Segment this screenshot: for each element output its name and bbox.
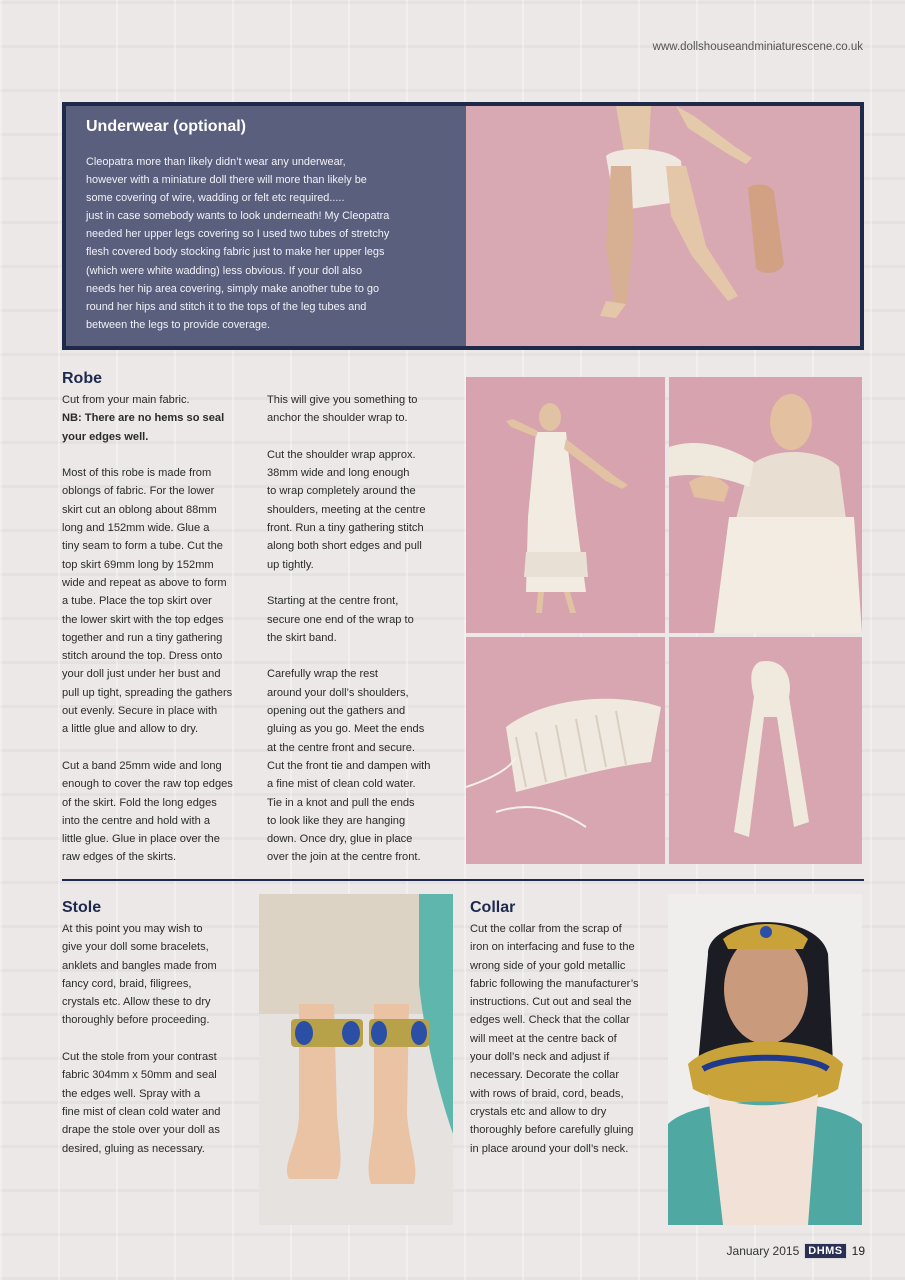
magazine-logo: DHMS bbox=[804, 1243, 846, 1259]
collar-title: Collar bbox=[470, 899, 516, 916]
robe-column-1: Cut from your main fabric. NB: There are no hems so seal your edges well. Most of this robe is made from oblongs of fabric. For the lower skirt cut an oblong about 88mm long and 152mm wide. Glue a tiny seam to form a tube. Cut the top skirt 69mm long by 152mm wide and repeat as above to form a tube. Place the top skirt over the lower skirt with the top edges together and run a tiny gathering stitch around the top. Dress onto your doll just under her bust and pull up tight, spreading the gathers out evenly. Secure in place with a little glue and allow to dry. Cut a band 25mm wide and long enough to cover the raw top edges of the skirt. Fold the long edges into the centre and hold with a little glue. Glue in place over the raw edges of the skirts. bbox=[62, 394, 233, 864]
robe-photo-front-tie bbox=[669, 637, 862, 864]
collar-column: Cut the collar from the scrap of iron on interfacing and fuse to the wrong side of your gold metallic fabric following the manufacturer’s instructions. Cut out and seal the edges well. Check that the collar will meet at the centre back of your doll’s neck and adjust if necessary. Decorate the collar with rows of braid, cord, beads, crystals etc and allow to dry thoroughly before carefully gluing in place around your doll’s neck. bbox=[470, 923, 639, 1155]
section-divider bbox=[62, 879, 864, 881]
issue-date: January 2015 bbox=[726, 1244, 800, 1258]
page-footer bbox=[727, 1243, 865, 1259]
stole-column: At this point you may wish to give your doll some bracelets, anklets and bangles made from fancy cord, braid, filigrees, crystals etc. Allow these to dry thoroughly before proceeding. Cut the stole from your contrast fabric 304mm x 50mm and seal the edges well. Spray with a fine mist of clean cold water and drape the stole over your doll as desired, gluing as necessary. bbox=[62, 923, 221, 1155]
robe-photo-shoulder-wrap bbox=[669, 377, 862, 633]
robe-column-2: This will give you something to anchor the shoulder wrap to. Cut the shoulder wrap approx. 38mm wide and long enough to wrap completely around the shoulders, meeting at the centre front. Run a tiny gathering stitch along both short edges and pull up tightly. Starting at the centre front, secure one end of the wrap to the skirt band. Carefully wrap the rest around your doll’s shoulders, opening out the gathers and gluing as you go. Meet the ends at the centre front and secure. Cut the front tie and dampen with a fine mist of clean cold water. Tie in a knot and pull the ends to look like they are hanging down. Once dry, glue in place over the join at the centre front. bbox=[267, 394, 431, 864]
robe-title: Robe bbox=[62, 370, 102, 387]
stole-title: Stole bbox=[62, 899, 102, 916]
stole-photo-ankles bbox=[259, 894, 453, 1225]
underwear-title: Underwear (optional) bbox=[86, 118, 247, 135]
underwear-body: Cleopatra more than likely didn’t wear any underwear, however with a miniature doll there will more than likely be some covering of wire, wadding or felt etc required..... just in case somebody wants to look underneath! My Cleopatra needed her upper legs covering so I used two tubes of stretchy flesh covered body stocking fabric just to make her upper legs (which were white wadding) less obvious. If your doll also needs her hip area covering, simply make another tube to go round her hips and stitch it to the tops of the leg tubes and between the legs to provide coverage. bbox=[86, 156, 390, 331]
website-url: www.dollshouseandminiaturescene.co.uk bbox=[652, 41, 863, 53]
underwear-text-panel bbox=[66, 106, 466, 346]
robe-photo-gathered-wrap bbox=[466, 637, 665, 864]
underwear-photo bbox=[466, 106, 860, 346]
robe-photo-full-doll bbox=[466, 377, 665, 633]
page-number: 19 bbox=[851, 1244, 865, 1258]
collar-photo-cleopatra bbox=[668, 894, 862, 1225]
